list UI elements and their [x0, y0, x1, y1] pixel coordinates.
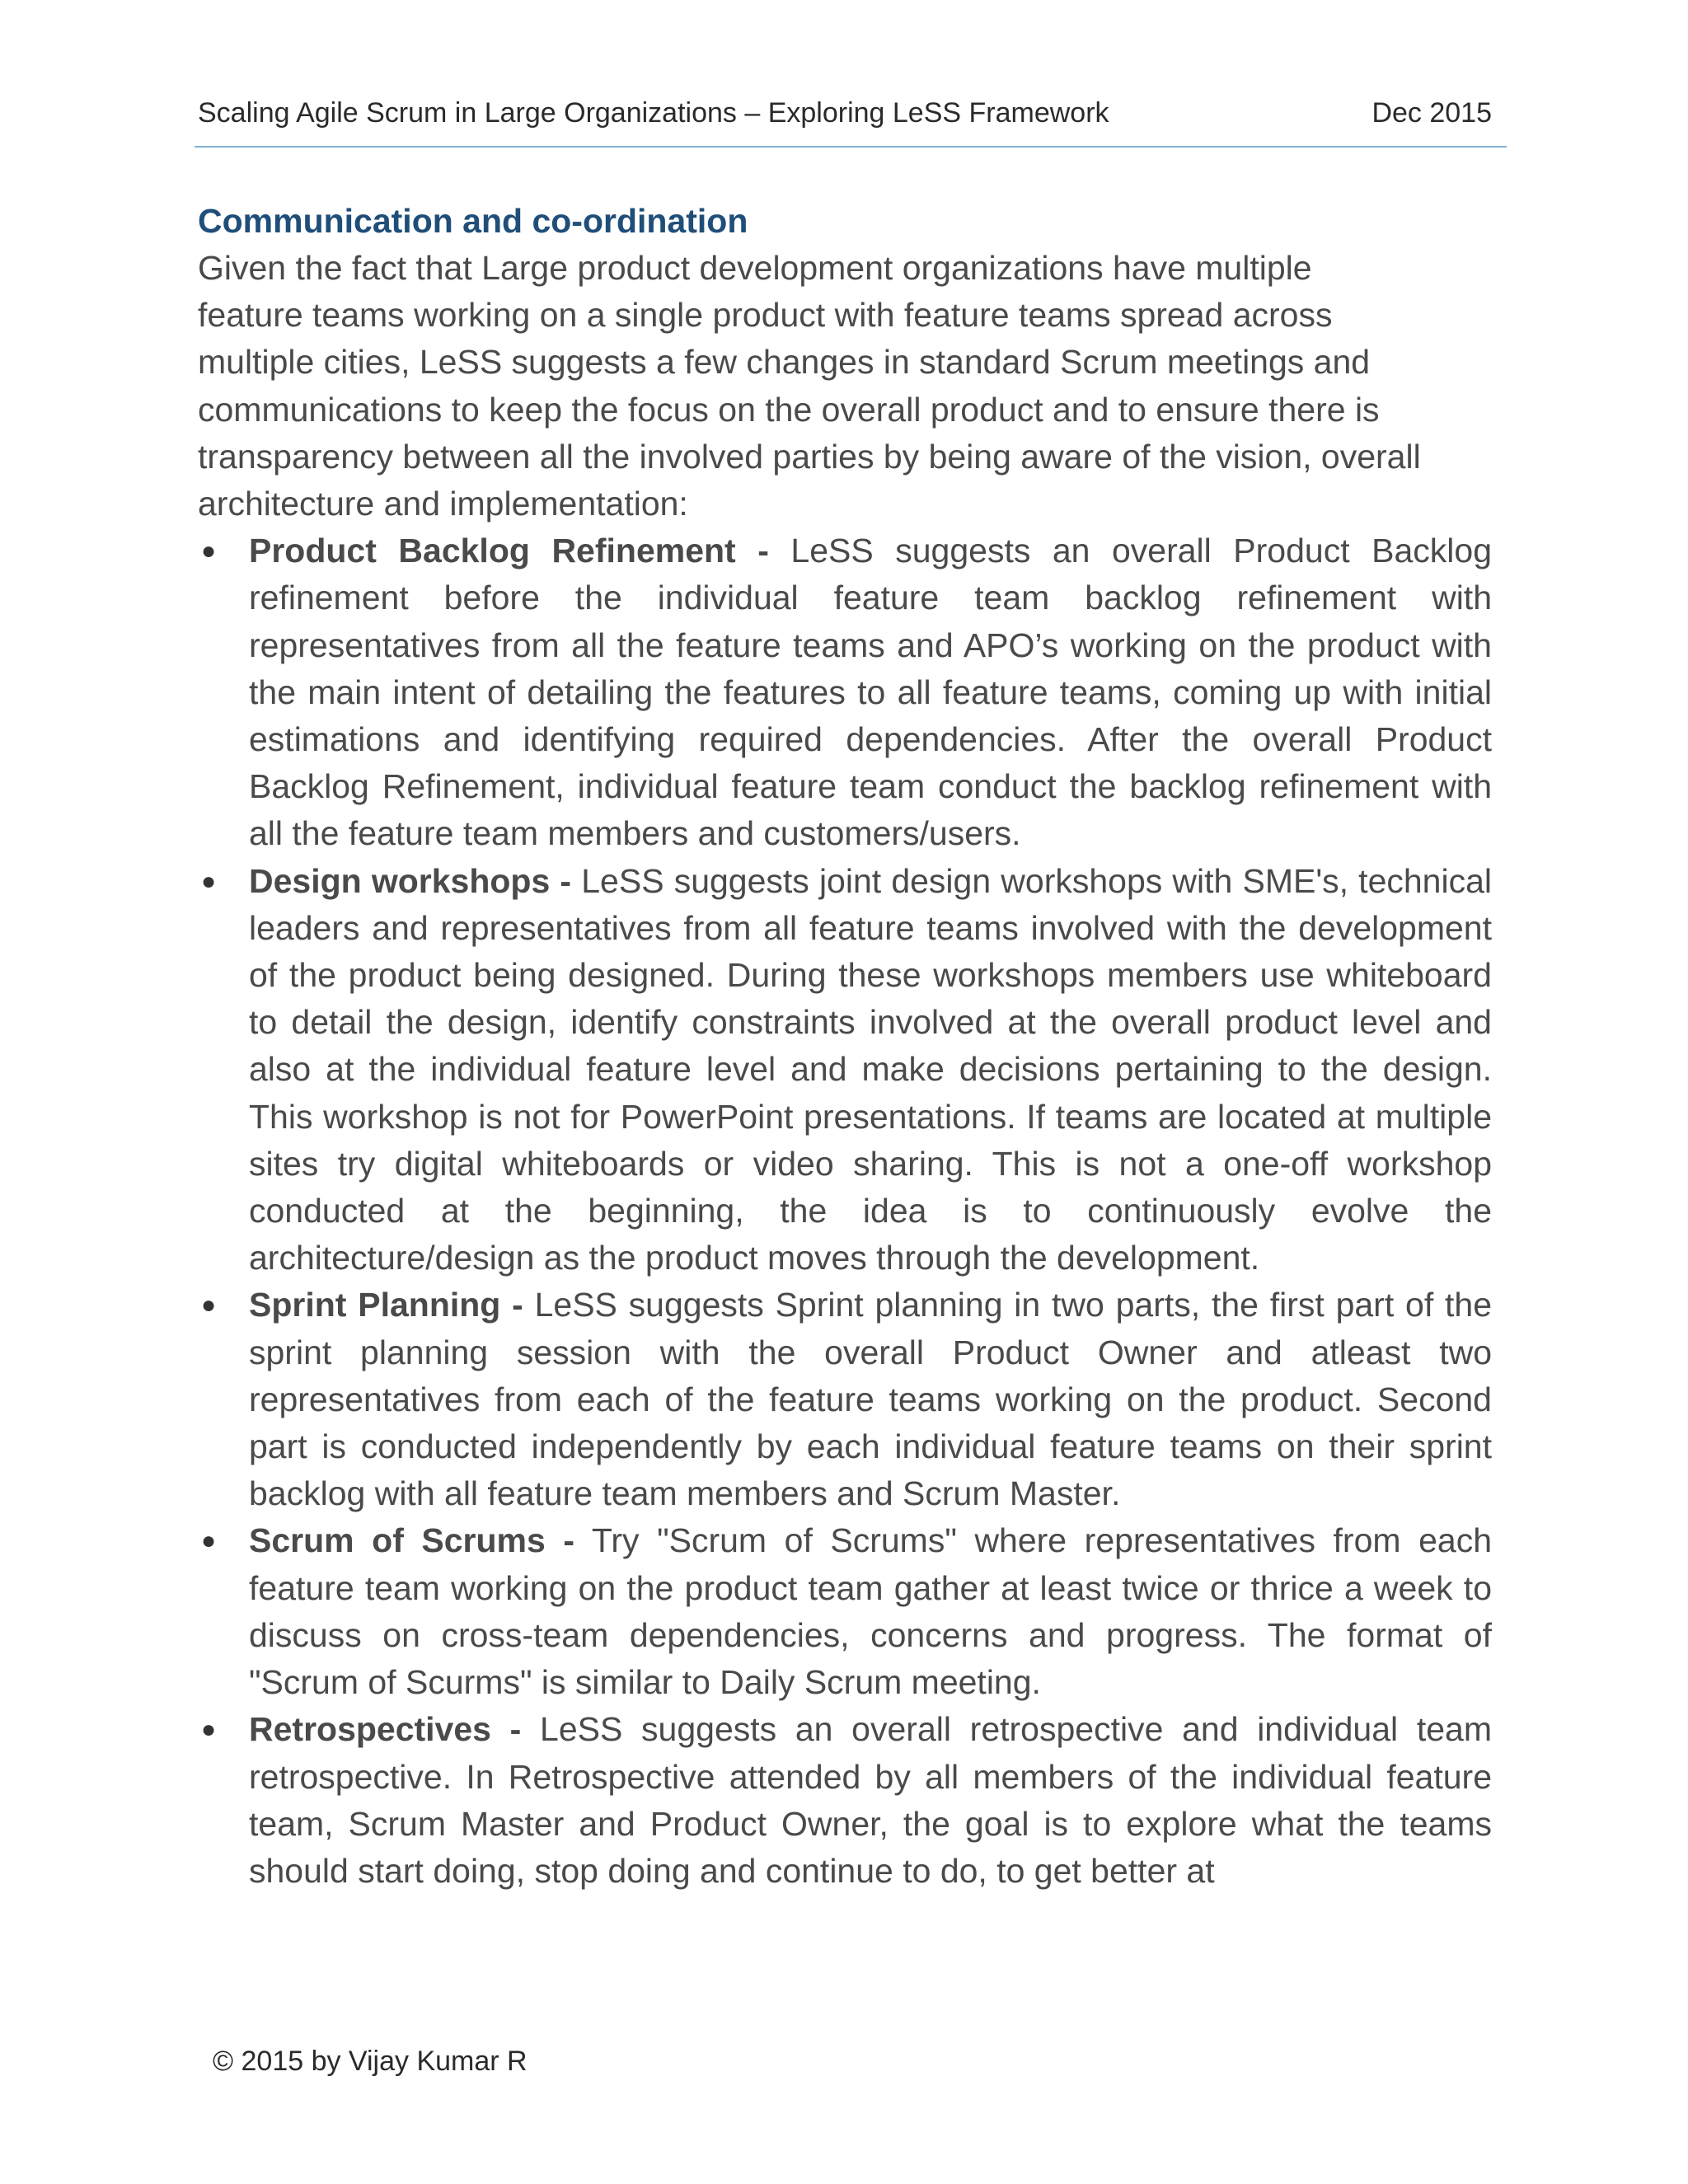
bullet-icon: ●	[201, 867, 217, 895]
list-item-product-backlog-refinement	[198, 527, 1492, 857]
copyright-text: © 2015 by Vijay Kumar R	[213, 2046, 528, 2077]
page-footer	[213, 2046, 528, 2078]
page-header	[198, 97, 1492, 138]
list-item-text: LeSS suggests joint design workshops with SME's, technical leaders and representatives from all feature teams involved with the development of the product being designed. During these workshops members use whiteboard to detail the design, identify constraints involved at the overall product level and also at the individual feature level and make decisions pertaining to the design. This workshop is not for PowerPoint presentations. If teams are located at multiple sites try digital whiteboards or video sharing. This is not a one-off workshop conducted at the beginning, the idea is to continuously evolve the architecture/design as the product moves through the development.	[249, 861, 1493, 1277]
intro-paragraph: Given the fact that Large product development organizations have multiple feature teams working on a single product with feature teams spread across multiple cities, LeSS suggests a few changes in standard Scrum meetings and communications to keep the focus on the overall product and to ensure there is transparency between all the involved parties by being aware of the vision, overall architecture and implementation:	[198, 249, 1421, 523]
list-item-text: LeSS suggests an overall retrospective and individual team retrospective. In Retrospective attended by all members of the individual feature team, Scrum Master and Product Owner, the goal is to explore what the teams should start doing, stop doing and continue to do, to get better at	[249, 1710, 1493, 1890]
list-item-term: Product Backlog Refinement -	[249, 532, 769, 570]
list-item-design-workshops	[198, 858, 1492, 1282]
list-item-term: Design workshops -	[249, 861, 572, 900]
list-item-sprint-planning	[198, 1282, 1492, 1517]
list-item-text: LeSS suggests Sprint planning in two parts, the first part of the sprint planning session with the overall Product Owner and atleast two representatives from each of the feature teams working on the product. Second part is conducted independently by each individual feature teams on their sprint backlog with all feature team members and Scrum Master.	[249, 1286, 1493, 1513]
page-content	[198, 198, 1492, 1895]
list-item-term: Retrospectives -	[249, 1710, 522, 1749]
header-divider	[195, 146, 1507, 148]
bullet-icon: ●	[201, 537, 217, 565]
bullet-icon: ●	[201, 1527, 217, 1555]
list-item-term: Scrum of Scrums -	[249, 1521, 575, 1560]
section-heading: Communication and co-ordination	[198, 202, 748, 240]
list-item-term: Sprint Planning -	[249, 1286, 523, 1324]
bullet-icon: ●	[201, 1291, 217, 1319]
meeting-list	[198, 527, 1492, 1895]
document-title: Scaling Agile Scrum in Large Organizations – Exploring LeSS Framework	[198, 97, 1109, 129]
list-item-scrum-of-scrums	[198, 1517, 1492, 1706]
bullet-icon: ●	[201, 1716, 217, 1744]
list-item-retrospectives	[198, 1706, 1492, 1895]
list-item-text: LeSS suggests an overall Product Backlog refinement before the individual feature team backlog refinement with representatives from all the feature teams and APO’s working on the product with the main intent of detailing the features to all feature teams, coming up with initial estimations and identifying required dependencies. After the overall Product Backlog Refinement, individual feature team conduct the backlog refinement with all the feature team members and customers/users.	[249, 532, 1492, 853]
list-item-text: Try "Scrum of Scrums" where representatives from each feature team working on the product team gather at least twice or thrice a week to discuss on cross-team dependencies, concerns and progress. The format of "Scrum of Scurms" is similar to Daily Scrum meeting.	[249, 1521, 1492, 1702]
document-date: Dec 2015	[1372, 97, 1492, 129]
